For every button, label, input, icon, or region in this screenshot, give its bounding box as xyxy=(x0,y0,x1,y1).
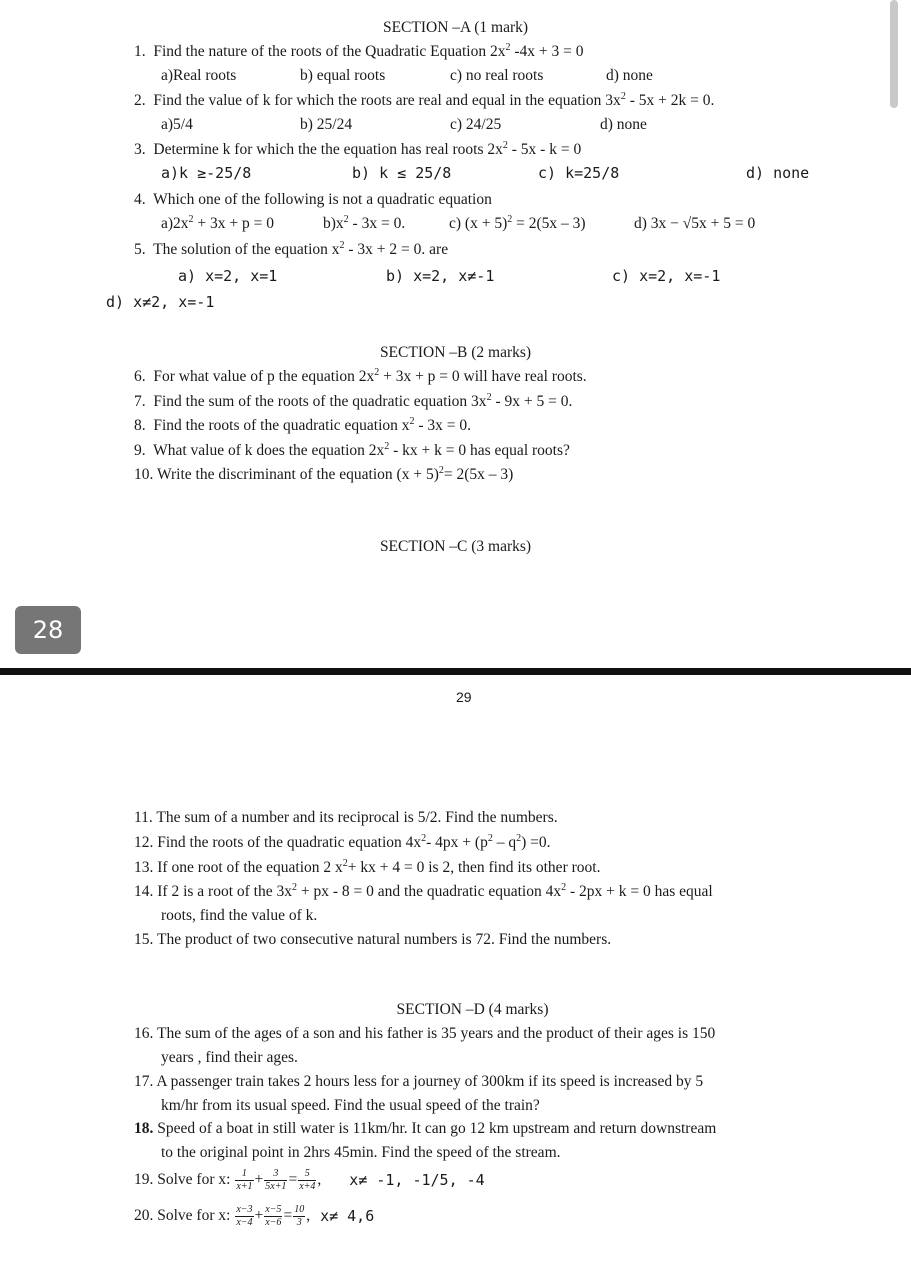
option-d: d) none xyxy=(606,67,653,84)
exponent: 2 xyxy=(409,416,415,427)
exponent: 2 xyxy=(561,882,567,893)
exponent: 2 xyxy=(438,465,444,476)
fraction xyxy=(264,1205,282,1228)
denominator: x+4 xyxy=(299,1180,316,1192)
denominator: x+1 xyxy=(236,1180,253,1192)
question-text: Determine k for which the the equation has real roots 2x xyxy=(153,141,503,158)
question-text-mid: - 4px + (p xyxy=(426,834,488,851)
exponent: 2 xyxy=(384,441,390,452)
question-number: 12. xyxy=(134,834,154,851)
denominator: 5x+1 xyxy=(265,1180,287,1192)
question-text-tail: + 3x + p = 0 will have real roots. xyxy=(379,368,587,385)
condition: x≠ -1, -1/5, -4 xyxy=(349,1170,485,1189)
numerator: x−5 xyxy=(265,1203,282,1215)
question-17 xyxy=(134,1074,703,1090)
scrollbar[interactable] xyxy=(890,0,898,108)
numerator: x−3 xyxy=(236,1203,253,1215)
question-13 xyxy=(134,860,600,876)
page-number-badge: 28 xyxy=(15,606,81,654)
question-2 xyxy=(134,93,714,109)
exponent: 2 xyxy=(342,858,348,869)
question-17-line2: km/hr from its usual speed. Find the usual speed of the train? xyxy=(161,1097,540,1114)
option-b-tail: - 3x = 0. xyxy=(348,215,406,232)
question-number: 13. xyxy=(134,859,154,876)
question-text-tail: - 5x - k = 0 xyxy=(507,141,582,158)
exponent: 2 xyxy=(421,833,427,844)
question-7 xyxy=(134,394,572,410)
question-text: If 2 is a root of the 3x xyxy=(157,883,292,900)
question-16-line2: years , find their ages. xyxy=(161,1049,298,1066)
question-number: 19. xyxy=(134,1171,154,1189)
question-text-tail: - 9x + 5 = 0. xyxy=(491,393,573,410)
question-text-tail: - kx + k = 0 has equal roots? xyxy=(389,442,570,459)
question-number: 10. xyxy=(134,466,154,483)
question-number: 4. xyxy=(134,191,146,208)
option-c: c) k=25/8 xyxy=(538,164,620,182)
question-number: 3. xyxy=(134,141,146,158)
option-c: c) 24/25 xyxy=(450,116,502,133)
question-text: The sum of the ages of a son and his father is 35 years and the product of their ages is 150 xyxy=(156,1025,716,1042)
option-d: d) none xyxy=(600,116,647,133)
equals-sign: = xyxy=(288,1171,298,1189)
question-15 xyxy=(134,932,611,948)
question-text: Find the roots of the quadratic equation 4x xyxy=(157,834,422,851)
comma: , xyxy=(306,1207,311,1225)
exponent: 2 xyxy=(507,214,513,225)
section-c-title: SECTION –C (3 marks) xyxy=(379,538,532,555)
question-number: 16. xyxy=(134,1025,154,1042)
question-number: 15. xyxy=(134,931,154,948)
option-b: b) k ≤ 25/8 xyxy=(352,164,452,182)
exponent: 2 xyxy=(487,833,493,844)
section-d-title: SECTION –D (4 marks) xyxy=(396,1001,549,1018)
numerator: 1 xyxy=(235,1169,253,1181)
option-c xyxy=(449,216,586,232)
question-14-line2: roots, find the value of k. xyxy=(161,907,318,924)
question-1 xyxy=(134,44,584,60)
question-14 xyxy=(134,884,713,900)
question-18 xyxy=(134,1121,716,1137)
question-8 xyxy=(134,418,471,434)
question-number: 20. xyxy=(134,1207,154,1225)
question-number: 14. xyxy=(134,883,154,900)
denominator: x−6 xyxy=(265,1216,282,1228)
exponent: 2 xyxy=(291,882,297,893)
question-text: If one root of the equation 2 x xyxy=(157,859,343,876)
option-a: a)5/4 xyxy=(161,116,193,133)
question-10 xyxy=(134,467,513,483)
page-divider xyxy=(0,668,911,675)
question-text: The product of two consecutive natural numbers is 72. Find the numbers. xyxy=(156,931,612,948)
question-text-mid: + px - 8 = 0 and the quadratic equation 4x xyxy=(296,883,562,900)
option-b-text: b)x xyxy=(323,215,344,232)
exponent: 2 xyxy=(339,240,345,251)
question-4 xyxy=(134,192,492,208)
option-a: a)k ≥-25/8 xyxy=(161,164,252,182)
option-b: b) equal roots xyxy=(300,67,386,84)
question-3 xyxy=(134,142,581,158)
question-text: Find the roots of the quadratic equation x xyxy=(153,417,410,434)
fraction xyxy=(293,1205,305,1228)
question-number: 11. xyxy=(134,809,153,826)
numerator: 10 xyxy=(294,1203,305,1215)
question-number: 8. xyxy=(134,417,146,434)
question-11 xyxy=(134,810,558,826)
option-a-tail: + 3x + p = 0 xyxy=(193,215,275,232)
section-b-title: SECTION –B (2 marks) xyxy=(379,344,532,361)
denominator: x−4 xyxy=(236,1216,253,1228)
denominator: 3 xyxy=(296,1216,302,1228)
question-text: Find the value of k for which the roots are real and equal in the equation 3x xyxy=(153,92,621,109)
question-text: Speed of a boat in still water is 11km/hr. It can go 12 km upstream and return downstream xyxy=(157,1120,717,1137)
question-20 xyxy=(134,1198,374,1234)
option-d: d) none xyxy=(746,164,810,182)
exponent: 2 xyxy=(486,392,492,403)
question-text-tail: - 3x + 2 = 0. are xyxy=(344,241,449,258)
option-a: a) x=2, x=1 xyxy=(178,267,278,285)
question-text: Which one of the following is not a quadratic equation xyxy=(153,191,492,208)
question-text-tail: - 3x = 0. xyxy=(414,417,472,434)
question-number: 6. xyxy=(134,368,146,385)
option-b: b) 25/24 xyxy=(300,116,353,133)
fraction xyxy=(298,1169,316,1192)
question-label: Solve for x: xyxy=(157,1207,231,1225)
question-text: The sum of a number and its reciprocal is 5/2. Find the numbers. xyxy=(156,809,558,826)
fraction xyxy=(235,1205,253,1228)
question-18-line2: to the original point in 2hrs 45min. Find the speed of the stream. xyxy=(161,1144,561,1161)
question-number: 18. xyxy=(134,1120,154,1137)
question-text: For what value of p the equation 2x xyxy=(153,368,375,385)
exponent: 2 xyxy=(502,140,508,151)
question-text-tail: = 2(5x – 3) xyxy=(443,466,514,483)
question-text-tail: - 5x + 2k = 0. xyxy=(625,92,715,109)
question-text: Write the discriminant of the equation (x + 5) xyxy=(156,466,439,483)
exponent: 2 xyxy=(343,214,349,225)
question-9 xyxy=(134,443,570,459)
question-text: The solution of the equation x xyxy=(153,241,340,258)
option-c: c) no real roots xyxy=(450,67,544,84)
comma: , xyxy=(317,1171,322,1189)
plus-sign: + xyxy=(254,1207,264,1225)
option-d: d) 3x − √5x + 5 = 0 xyxy=(634,215,756,232)
question-label: Solve for x: xyxy=(157,1171,231,1189)
option-d: d) x≠2, x=-1 xyxy=(106,293,215,311)
option-a: a)Real roots xyxy=(161,67,237,84)
question-text-tail: + kx + 4 = 0 is 2, then find its other root. xyxy=(347,859,601,876)
question-text: Find the sum of the roots of the quadratic equation 3x xyxy=(153,393,487,410)
question-number: 5. xyxy=(134,241,146,258)
option-c: c) x=2, x=-1 xyxy=(612,267,721,285)
question-text-tail: ) =0. xyxy=(521,834,551,851)
question-5 xyxy=(134,242,448,258)
numerator: 3 xyxy=(264,1169,287,1181)
plus-sign: + xyxy=(254,1171,264,1189)
exponent: 2 xyxy=(505,42,511,53)
option-b xyxy=(323,216,405,232)
question-12 xyxy=(134,835,550,851)
exponent: 2 xyxy=(188,214,194,225)
exponent: 2 xyxy=(620,91,626,102)
exponent: 2 xyxy=(516,833,522,844)
option-c-text: c) (x + 5) xyxy=(449,215,508,232)
question-number: 7. xyxy=(134,393,146,410)
question-number: 17. xyxy=(134,1073,154,1090)
numerator: 5 xyxy=(298,1169,316,1181)
page-number: 29 xyxy=(456,689,472,705)
question-16 xyxy=(134,1026,715,1042)
question-6 xyxy=(134,369,587,385)
question-text-mid2: – q xyxy=(492,834,517,851)
option-b: b) x=2, x≠-1 xyxy=(386,267,495,285)
exponent: 2 xyxy=(374,367,380,378)
question-text: A passenger train takes 2 hours less for a journey of 300km if its speed is increased by 5 xyxy=(156,1073,704,1090)
condition: x≠ 4,6 xyxy=(320,1206,375,1225)
question-number: 9. xyxy=(134,442,146,459)
equals-sign: = xyxy=(283,1207,293,1225)
option-a-text: a)2x xyxy=(161,215,189,232)
option-a xyxy=(161,216,274,232)
question-text-tail: -4x + 3 = 0 xyxy=(510,43,584,60)
question-number: 1. xyxy=(134,43,146,60)
question-number: 2. xyxy=(134,92,146,109)
question-text-tail: - 2px + k = 0 has equal xyxy=(566,883,713,900)
section-a-title: SECTION –A (1 mark) xyxy=(382,19,529,36)
question-text: Find the nature of the roots of the Quadratic Equation 2x xyxy=(153,43,506,60)
question-19 xyxy=(134,1162,485,1198)
option-c-tail: = 2(5x – 3) xyxy=(512,215,586,232)
fraction xyxy=(235,1169,253,1192)
question-text: What value of k does the equation 2x xyxy=(153,442,385,459)
fraction xyxy=(264,1169,287,1192)
